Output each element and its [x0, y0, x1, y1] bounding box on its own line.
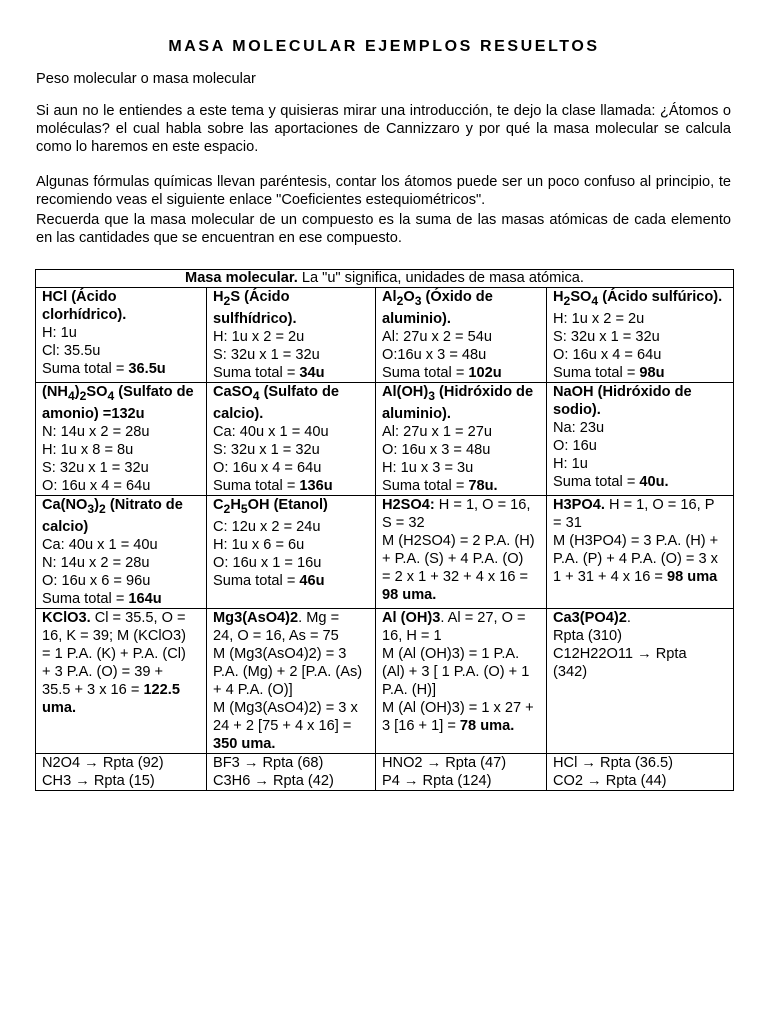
answer-line: C3H6 → Rpta (42) — [213, 772, 334, 789]
calc-line: (Al) + 3 [ 1 P.A. (O) + 1 — [382, 663, 530, 680]
page-title: MASA MOLECULAR EJEMPLOS RESUELTOS — [168, 38, 600, 55]
calc-line: 3 [16 + 1] = 78 uma. — [382, 717, 515, 734]
table-row — [36, 382, 734, 495]
intro-paragraph-3: Algunas fórmulas químicas llevan paréntesis, contar los átomos puede ser un poco confuso al principio, te recomiendo veas el siguiente enlace "Coeficientes estequiométricos". — [36, 174, 731, 208]
calc-line: O: 16u x 4 = 64u — [42, 477, 151, 494]
result-value: uma. — [42, 699, 77, 716]
table-row — [36, 495, 734, 608]
calc-line: C: 12u x 2 = 24u — [213, 518, 321, 535]
calc-line: S: 32u x 1 = 32u — [42, 459, 149, 476]
calc-line: H: 1u — [42, 325, 77, 341]
calc-line: Al: 27u x 1 = 27u — [382, 423, 492, 440]
calc-line: 35.5 + 3 x 16 = 122.5 — [42, 681, 180, 698]
sum-line: Suma total = 34u — [213, 364, 325, 381]
result-value: 350 uma. — [213, 735, 276, 752]
calc-line: S: 32u x 1 = 32u — [553, 328, 660, 345]
calc-line: N: 14u x 2 = 28u — [42, 554, 150, 571]
table-caption — [36, 270, 734, 288]
compound-heading: $H_2S$ (Ácido — [213, 289, 290, 308]
compound-heading: calcio) — [42, 518, 89, 535]
sum-line: Suma total = 102u — [382, 364, 502, 381]
calc-line: O: 16u x 4 = 64u — [213, 459, 322, 476]
calc-line: S: 32u x 1 = 32u — [213, 346, 320, 363]
compound-heading: amonio) =132u — [42, 405, 145, 422]
cell-naoh — [547, 382, 734, 495]
calc-line: C12H22O11 → Rpta — [553, 645, 687, 662]
compound-heading: CaSO$_4$ (Sulfato de — [213, 383, 339, 403]
answer-line: BF3 → Rpta (68) — [213, 754, 324, 771]
sum-line: Suma total = 36.5u — [42, 361, 166, 377]
calc-line: Ca: 40u x 1 = 40u — [213, 423, 329, 440]
calc-line: O:16u x 3 = 48u — [382, 346, 487, 363]
calc-line: S = 32 — [382, 514, 425, 531]
calc-line: Al: 27u x 2 = 54u — [382, 328, 492, 345]
calc-line: H: 1u — [553, 455, 588, 472]
calc-line: 16, K = 39; M (KClO3) — [42, 627, 186, 644]
cell-h2s — [207, 288, 376, 383]
calc-line: + 4 P.A. (O)] — [213, 681, 293, 698]
answer-line: N2O4 → Rpta (92) — [42, 754, 164, 771]
calc-line: M (H3PO4) = 3 P.A. (H) + — [553, 532, 719, 549]
calc-line: P.A. (Mg) + 2 [P.A. (As) — [213, 663, 363, 680]
cell-h2so4-calc — [376, 495, 547, 608]
cell-answers-4 — [547, 753, 734, 790]
answer-line: CH3 → Rpta (15) — [42, 772, 155, 789]
cell-caso4 — [207, 382, 376, 495]
cell-aloh3-calc — [376, 608, 547, 753]
calc-line: M (Al (OH)3) = 1 P.A. — [382, 645, 520, 662]
calc-line: Rpta (310) — [553, 627, 622, 644]
sum-line: Suma total = 40u. — [553, 473, 669, 490]
cell-al2o3 — [376, 288, 547, 383]
cell-ca3po42-calc — [547, 608, 734, 753]
compound-heading: $(NH_4)_2SO_4$ (Sulfato de — [42, 383, 194, 403]
cell-ca-no3-2 — [36, 495, 207, 608]
intro-paragraph-1: Peso molecular o masa molecular — [36, 71, 256, 87]
compound-heading: sodio). — [553, 401, 601, 418]
calc-line: 1 + 31 + 4 x 16 = 98 uma — [553, 568, 718, 585]
compound-heading: $Al(OH)_3$ (Hidróxido de — [382, 383, 534, 403]
table-row — [36, 288, 734, 383]
calc-line: = 31 — [553, 514, 582, 531]
answer-line: CO2 → Rpta (44) — [553, 772, 667, 789]
calc-line: = 2 x 1 + 32 + 4 x 16 = — [382, 568, 529, 585]
calc-line: M (Al (OH)3) = 1 x 27 + — [382, 699, 534, 716]
answer-line: HCl → Rpta (36.5) — [553, 754, 674, 771]
sum-line: Suma total = 164u — [42, 590, 162, 607]
cell-etanol — [207, 495, 376, 608]
compound-heading: NaOH (Hidróxido de — [553, 383, 692, 400]
cell-hcl — [36, 288, 207, 383]
sum-line: Suma total = 136u — [213, 477, 333, 494]
compound-heading: $Ca(NO_3)_2$ (Nitrato de — [42, 496, 183, 516]
calc-line: = 1 P.A. (K) + P.A. (Cl) — [42, 645, 186, 662]
sum-line: Suma total = 46u — [213, 572, 325, 589]
calc-line: Ca3(PO4)2. — [553, 609, 631, 626]
compound-heading: $Al_2O_3$ (Óxido de — [382, 289, 493, 308]
calc-line: O: 16u x 1 = 16u — [213, 554, 322, 571]
calc-line: P.A. (P) + 4 P.A. (O) = 3 x — [553, 550, 718, 567]
calc-line: M (H2SO4) = 2 P.A. (H) — [382, 532, 535, 549]
calc-line: H: 1u x 8 = 8u — [42, 441, 134, 458]
cell-answers-2 — [207, 753, 376, 790]
calc-line: (342) — [553, 663, 588, 680]
calc-line: S: 32u x 1 = 32u — [213, 441, 320, 458]
calc-line: O: 16u — [553, 437, 597, 454]
table-caption-row — [36, 270, 734, 288]
calc-line: Al (OH)3. Al = 27, O = — [382, 609, 526, 626]
caption-text: La "u" significa, unidades de masa atómica. — [297, 270, 584, 286]
cell-kclo3-calc — [36, 608, 207, 753]
calc-line: H: 1u x 6 = 6u — [213, 536, 305, 553]
calc-line: H2SO4: H = 1, O = 16, — [382, 496, 531, 513]
result-value: 98 uma. — [382, 586, 437, 603]
compound-heading: aluminio). — [382, 310, 451, 327]
calc-line: M (Mg3(AsO4)2) = 3 x — [213, 699, 358, 716]
table-row — [36, 608, 734, 753]
calc-line: H: 1u x 2 = 2u — [213, 328, 305, 345]
cell-mg3aso42-calc — [207, 608, 376, 753]
calc-line: Mg3(AsO4)2. Mg = — [213, 609, 340, 626]
calc-line: H: 1u x 3 = 3u — [382, 459, 474, 476]
sum-line: Suma total = 78u. — [382, 477, 498, 494]
cell-h2so4 — [547, 288, 734, 383]
calc-line: N: 14u x 2 = 28u — [42, 423, 150, 440]
calc-line: 16, H = 1 — [382, 627, 442, 644]
intro-paragraph-4: Recuerda que la masa molecular de un compuesto es la suma de las masas atómicas de cada elemento en las cantidades que se encuentran en ese compuesto. — [36, 212, 731, 246]
calc-line: H3PO4. H = 1, O = 16, P — [553, 496, 715, 513]
calc-line: 24 + 2 [75 + 4 x 16] = — [213, 717, 352, 734]
answer-line: P4 → Rpta (124) — [382, 772, 492, 789]
cell-al-oh-3 — [376, 382, 547, 495]
compound-heading: HCl (Ácido — [42, 289, 117, 305]
cell-answers-3 — [376, 753, 547, 790]
calc-line: O: 16u x 4 = 64u — [553, 346, 662, 363]
compound-heading: calcio). — [213, 405, 264, 422]
calc-line: 24, O = 16, As = 75 — [213, 627, 339, 644]
sum-line: Suma total = 98u — [553, 364, 665, 381]
calc-line: Na: 23u — [553, 419, 605, 436]
calc-line: Ca: 40u x 1 = 40u — [42, 536, 158, 553]
calc-line: O: 16u x 6 = 96u — [42, 572, 151, 589]
answer-line: HNO2 → Rpta (47) — [382, 754, 507, 771]
caption-bold: Masa molecular. — [185, 270, 298, 286]
cell-nh4-2so4 — [36, 382, 207, 495]
calc-line: + P.A. (S) + 4 P.A. (O) — [382, 550, 524, 567]
calc-line: P.A. (H)] — [382, 681, 437, 698]
calc-line: M (Mg3(AsO4)2) = 3 — [213, 645, 347, 662]
calc-line: H: 1u x 2 = 2u — [553, 310, 645, 327]
compound-heading: clorhídrico). — [42, 307, 127, 323]
calc-line: KClO3. Cl = 35.5, O = — [42, 609, 186, 626]
compound-heading: $C_2H_5OH$ (Etanol) — [213, 496, 328, 516]
compound-heading: $H_2SO_4$ (Ácido sulfúrico). — [553, 289, 723, 308]
table-row — [36, 753, 734, 790]
calc-line: Cl: 35.5u — [42, 343, 101, 359]
cell-h3po4-calc — [547, 495, 734, 608]
compound-heading: sulfhídrico). — [213, 310, 297, 327]
molecular-mass-table — [35, 269, 734, 791]
calc-line: O: 16u x 3 = 48u — [382, 441, 491, 458]
compound-heading: aluminio). — [382, 405, 451, 422]
intro-paragraph-2: Si aun no le entiendes a este tema y quisieras mirar una introducción, te dejo la clase llamada: ¿Átomos o moléculas? el cual habla sobre las aportaciones de Cannizzaro y por qué la masa molecular se calcula como lo haremos en este espacio. — [36, 103, 731, 155]
calc-line: + 3 P.A. (O) = 39 + — [42, 663, 164, 680]
cell-answers-1 — [36, 753, 207, 790]
